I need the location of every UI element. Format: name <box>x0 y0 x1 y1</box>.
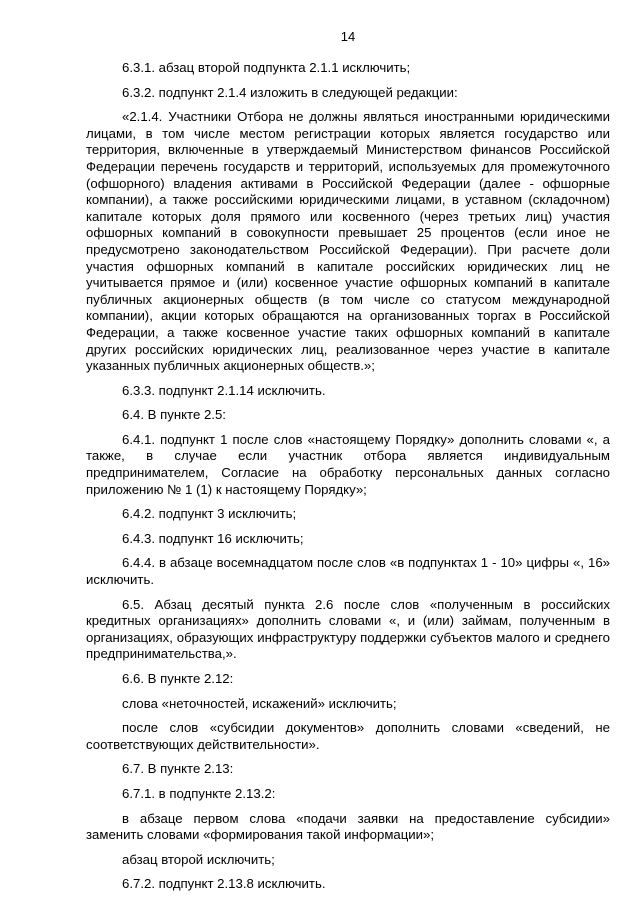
paragraph-6-7-2: 6.7.2. подпункт 2.13.8 исключить. <box>122 876 326 892</box>
paragraph-6-4-1: 6.4.1. подпункт 1 после слов «настоящему Порядку» дополнить словами «, а также, в случае если участник отбора является индивидуальным предпринимателем, Согласие на обработку персональных данных согласно приложению № 1 (1) к настоящему Порядку»; <box>86 431 610 497</box>
paragraph-6-3-2: 6.3.2. подпункт 2.1.4 изложить в следующей редакции: <box>122 84 458 100</box>
page-number: 14 <box>340 29 356 44</box>
paragraph-6-7-1: 6.7.1. в подпункте 2.13.2: <box>122 785 276 801</box>
paragraph-6-7: 6.7. В пункте 2.13: <box>122 761 234 777</box>
paragraph-6-7-1-second: абзац второй исключить; <box>122 851 275 867</box>
paragraph-6-6: 6.6. В пункте 2.12: <box>122 671 234 686</box>
paragraph-6-5: 6.5. Абзац десятый пункта 2.6 после слов «полученным в российских кредитных организациях» дополнить словами «, и (или) займам, полученным в организациях, образующих инфраструктуру поддержки субъектов малого и среднего предпринимательства,». <box>86 596 610 662</box>
paragraph-6-4-3: 6.4.3. подпункт 16 исключить; <box>122 530 304 546</box>
paragraph-6-4-2: 6.4.2. подпункт 3 исключить; <box>122 506 297 522</box>
paragraph-6-3-1: 6.3.1. абзац второй подпункта 2.1.1 исключить; <box>122 60 411 75</box>
paragraph-6-6-after-words: после слов «субсидии документов» дополнить словами «сведений, не соответствующих действительности». <box>86 720 610 752</box>
paragraph-6-4-4: 6.4.4. в абзаце восемнадцатом после слов «в подпунктах 1 - 10» цифры «, 16» исключить. <box>86 555 610 588</box>
paragraph-2-1-4-quote: «2.1.4. Участники Отбора не должны являться иностранными юридическими лицами, в том числе местом регистрации которых является государство или территория, включенные в утверждаемый Министерством финансов Российской Федерации перечень государств и территорий, используемых для промежуточного (офшорного) владения активами в Российской Федерации (далее - офшорные компании), а также российскими юридическими лицами, в уставном (складочном) капитале которых доля прямого или косвенного (через третьих лиц) участия офшорных компаний в совокупности превышает 25 процентов (если иное не предусмотрено законодательством Российской Федерации). При расчете доли участия офшорных компаний в капитале российских юридических лиц не учитывается прямое и (или) косвенное участие офшорных компаний в капитале публичных акционерных обществ (в том числе со статусом международной компании), акции которых обращаются на организованных торгах в Российской Федерации, а также косвенное участие таких офшорных компаний в капитале других российских юридических лиц, реализованное через участие в капитале указанных публичных акционерных обществ.»; <box>86 109 610 374</box>
paragraph-6-6-words: слова «неточностей, искажений» исключить; <box>122 695 397 711</box>
paragraph-6-4: 6.4. В пункте 2.5: <box>122 407 226 423</box>
paragraph-6-3-3: 6.3.3. подпункт 2.1.14 исключить. <box>122 382 326 398</box>
paragraph-6-7-1-first: в абзаце первом слова «подачи заявки на предоставление субсидии» заменить словами «формирования такой информации»; <box>86 810 610 843</box>
